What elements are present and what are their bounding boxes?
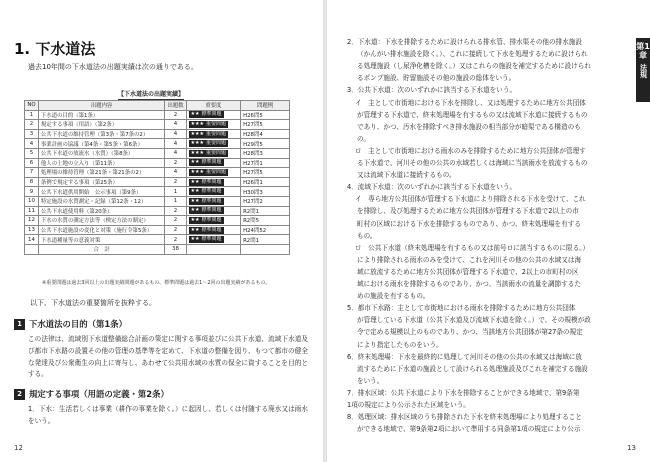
importance-stars: ★★ — [190, 236, 200, 243]
importance-label: 標準問題 — [201, 111, 222, 118]
row-example: H27問5 — [241, 120, 290, 130]
body-line: により排除される雨水のみを受けて、これを河川その他の公共の水域又は海 — [357, 255, 582, 264]
body-line: 域における雨水を排除するものであり、かつ、当該雨水の流量を調節するた — [357, 280, 581, 288]
row-example: H27問5 — [241, 168, 290, 178]
row-example: H27問2 — [241, 196, 290, 206]
body-line: イ 専ら地方公共団体が管理する下水道により排除される下水を受けて、これ — [355, 195, 586, 204]
header-content: 出題内容 — [38, 101, 164, 111]
row-count: 4 — [165, 120, 186, 130]
exam-record-table — [24, 100, 290, 255]
importance-stars: ★★★ — [190, 120, 205, 127]
importance-label: 重要問題 — [206, 130, 227, 137]
importance-label: 標準問題 — [201, 188, 222, 195]
row-example: H26問5 — [241, 110, 290, 120]
row-importance — [186, 196, 241, 206]
importance-badge — [189, 121, 228, 128]
importance-stars: ★★ — [190, 159, 200, 166]
row-no: 4 — [25, 139, 39, 149]
row-content: 公共下水道施設の変化と対策（施行令第5条） — [38, 225, 164, 235]
section-1-number: 1 — [14, 319, 25, 330]
section-2-title: 規定する事項（用語の定義・第2条） — [29, 389, 169, 399]
body-line: るポンプ施設、貯留施設その他の施設の総体をいう。 — [357, 74, 516, 83]
importance-stars: ★★ — [190, 226, 200, 233]
row-count: 4 — [165, 168, 186, 178]
row-count: 2 — [165, 206, 186, 216]
body-line: 3．公共下水道：次のいずれかに該当する下水道をいう。 — [347, 86, 517, 95]
body-line: イ 主として市街地における下水を排除し、又は処理するために地方公共団体 — [355, 98, 586, 107]
row-count: 4 — [165, 129, 186, 139]
row-importance — [186, 206, 241, 216]
table-row — [25, 187, 290, 197]
importance-label: 重要問題 — [206, 120, 227, 127]
row-content: 公共下水道の放流水（水質）（第8条） — [38, 148, 164, 158]
body-line: を排除し、及び処理するために地方公共団体が管理する下水道で2以上の市 — [357, 207, 579, 216]
importance-stars: ★★ — [190, 197, 200, 204]
table-note: ※重要問題は過去3回以上の出題実績問題があるもの、標準問題は過去1～2回の出題実績があるもの。 — [42, 280, 271, 286]
importance-stars: ★★★ — [190, 168, 205, 175]
page-number-right: 13 — [627, 444, 636, 452]
row-example: H26問1 — [241, 177, 290, 187]
importance-label: 重要問題 — [206, 149, 227, 156]
row-importance — [186, 235, 241, 245]
table-row — [25, 148, 290, 158]
table-header-row — [25, 101, 290, 111]
total-count: 38 — [165, 244, 186, 254]
row-example: R2問1 — [241, 235, 290, 245]
importance-badge — [189, 111, 224, 118]
body-line: 域に放流するために地方公共団体が管理する下水道で、2以上の市町村の区 — [357, 267, 579, 276]
body-line: （かんがい排水施設を除く。）、これに接続して下水を処理するために設けられ — [357, 50, 588, 59]
row-importance — [186, 120, 241, 130]
row-content: 下水道の目的（第1条） — [38, 110, 164, 120]
table-total-row — [25, 244, 290, 254]
row-example: H27問1 — [241, 158, 290, 168]
row-importance — [186, 216, 241, 226]
section-2-body: 1．下水：生活若しくは事業（耕作の事業を除く。）に起因し、若しくは付随する廃水又は雨水をいう。 — [28, 405, 308, 425]
row-importance — [186, 148, 241, 158]
table-row — [25, 139, 290, 149]
table-caption: 【下水道法の出題実績】 — [118, 91, 185, 98]
importance-label: 標準問題 — [201, 216, 222, 223]
table-row — [25, 206, 290, 216]
body-line: が管理する下水道で、終末処理場を有するもの又は流域下水道に接続するもの — [357, 110, 588, 119]
row-count: 4 — [165, 148, 186, 158]
row-example: R2問1 — [241, 206, 290, 216]
importance-stars: ★★★ — [190, 130, 205, 137]
header-example: 問題例 — [241, 101, 290, 111]
chapter-tab — [636, 38, 650, 102]
chapter-title: 1. 下水道法 — [14, 40, 96, 58]
chapter-tab-label: 法規 — [639, 64, 648, 78]
body-line: ロ 公共下水道（終末処理場を有するもの又は前号ロに該当するものに限る。） — [355, 243, 590, 252]
row-count: 2 — [165, 225, 186, 235]
importance-badge — [189, 140, 228, 147]
row-content: 下水道種量等の意義対策 — [38, 235, 164, 245]
row-no: 1 — [25, 110, 39, 120]
body-line: 4．流域下水道：次のいずれかに該当する下水道をいう。 — [347, 183, 517, 192]
body-line: 令で定める規模以上のものであり、かつ、当該地方公共団体が第27条の規定 — [357, 328, 583, 337]
importance-label: 標準問題 — [201, 236, 222, 243]
intro-text: 過去10年間の下水道法の出題実績は次の通りである。 — [28, 63, 198, 71]
importance-label: 重要問題 — [206, 168, 227, 175]
table-row — [25, 168, 290, 178]
row-content: 公共下水道供用開始 公示事項（第9条） — [38, 187, 164, 197]
row-no: 14 — [25, 235, 39, 245]
row-count: 2 — [165, 110, 186, 120]
row-content: 事業計画の協議（第4条・第5条・第6条） — [38, 139, 164, 149]
body-line: 8．処理区域：排水区域のうち排除された下水を終末処理場により処理すること — [347, 413, 582, 422]
body-line: が管理している下水道（公共下水道及び流域下水道を除く。）で、その規模が政 — [357, 316, 591, 325]
row-no: 5 — [25, 148, 39, 158]
section-1-heading — [14, 318, 127, 330]
importance-stars: ★★ — [190, 207, 200, 214]
section-1-title: 下水道法の目的（第1条） — [29, 319, 127, 329]
body-line: る下水道で、河川その他の公共の水域若しくは海域に当該雨水を放流するもの — [357, 159, 588, 167]
importance-badge — [189, 179, 224, 186]
body-line: 2．下水道：下水を排除するために設けられる排水管、排水渠その他の排水施設 — [347, 38, 582, 46]
body-line: 1項の規定により公示された区域をいう。 — [347, 401, 470, 409]
importance-badge — [189, 159, 224, 166]
importance-stars: ★★ — [190, 216, 200, 223]
importance-badge — [189, 207, 224, 214]
row-no: 9 — [25, 187, 39, 197]
body-line: めの施設を有するもの。 — [357, 292, 430, 301]
table-row — [25, 235, 290, 245]
body-line: 又は流域下水道に接続するもの。 — [357, 171, 456, 180]
row-example: H30問3 — [241, 187, 290, 197]
body-line: ロ 主として市街地における雨水のみを排除するために地方公共団体が管理す — [355, 146, 586, 155]
row-no: 12 — [25, 216, 39, 226]
importance-badge — [189, 131, 228, 138]
row-importance — [186, 177, 241, 187]
importance-label: 標準問題 — [201, 197, 222, 204]
row-no: 6 — [25, 158, 39, 168]
table-row — [25, 216, 290, 226]
table-row — [25, 177, 290, 187]
table-row — [25, 129, 290, 139]
header-no: NO — [25, 101, 39, 111]
importance-stars: ★★★ — [190, 140, 205, 147]
row-importance — [186, 187, 241, 197]
importance-stars: ★★★ — [190, 149, 205, 156]
row-importance — [186, 225, 241, 235]
importance-stars: ★★ — [190, 178, 200, 185]
row-no: 11 — [25, 206, 39, 216]
body-line: をいう。 — [357, 376, 384, 385]
importance-badge — [189, 188, 224, 195]
row-example: H29問5 — [241, 139, 290, 149]
importance-badge — [189, 217, 224, 224]
row-importance — [186, 168, 241, 178]
table-row — [25, 225, 290, 235]
row-content: 他人の土地の立入り（第11条） — [38, 158, 164, 168]
row-no: 2 — [25, 120, 39, 130]
table-row — [25, 196, 290, 206]
row-importance — [186, 129, 241, 139]
row-content: 規定する事項（用語）（第2条） — [38, 120, 164, 130]
row-no: 8 — [25, 177, 39, 187]
body-line: であり、かつ、汚水を排除すべき排水施設の相当部分が暗渠である構造のも — [357, 122, 581, 131]
header-count: 出題数 — [165, 101, 186, 111]
importance-badge — [189, 236, 224, 243]
table-row — [25, 158, 290, 168]
row-no: 3 — [25, 129, 39, 139]
body-line: もの。 — [357, 231, 377, 240]
table-row — [25, 120, 290, 130]
row-importance — [186, 139, 241, 149]
row-count: 2 — [165, 158, 186, 168]
row-content: 条例で規定する事項（第25条） — [38, 177, 164, 187]
body-line: 7．排水区域：公共下水道により下水を排除することができる地域で、第9条第 — [347, 388, 580, 397]
importance-stars: ★★ — [190, 188, 200, 195]
section-2-number: 2 — [14, 389, 25, 400]
row-content: 特定施設の水質測定・記録（第12条・12） — [38, 196, 164, 206]
row-example: H28問3 — [241, 148, 290, 158]
page-number-left: 12 — [14, 444, 23, 452]
importance-label: 標準問題 — [201, 178, 222, 185]
body-line: により指定したものをいう。 — [357, 340, 443, 349]
row-no: 13 — [25, 225, 39, 235]
lead-text: 以下、下水道法の重要箇所を抜粋する。 — [30, 299, 156, 307]
body-line: る処理施設（し尿浄化槽を除く。）又はこれらの施設を補完するために設けられ — [357, 62, 591, 71]
row-count: 4 — [165, 139, 186, 149]
row-content: 公共下水道使用料（第20条） — [38, 206, 164, 216]
body-line: の。 — [357, 134, 370, 143]
total-label: 合 計 — [38, 244, 164, 254]
importance-label: 標準問題 — [201, 207, 222, 214]
importance-label: 重要問題 — [206, 140, 227, 147]
importance-badge — [189, 227, 224, 234]
row-content: 公共下水道の維持管理（第3条・第7条の2） — [38, 129, 164, 139]
body-line: 6．終末処理場：下水を最終的に処理して河川その他の公共の水域又は海域に放 — [347, 352, 582, 361]
row-example: H24問52 — [241, 225, 290, 235]
section-2-heading — [14, 388, 169, 400]
row-example: H28問4 — [241, 129, 290, 139]
importance-badge — [189, 169, 228, 176]
body-line: 5．都市下水路：主として市街地における雨水を排除するために地方公共団体 — [347, 304, 576, 313]
row-count: 2 — [165, 177, 186, 187]
importance-stars: ★★ — [190, 111, 200, 118]
right-page — [327, 0, 650, 462]
row-example: R2問5 — [241, 216, 290, 226]
left-page — [0, 0, 323, 462]
table-row — [25, 110, 290, 120]
row-count: 1 — [165, 196, 186, 206]
body-line: 町村の区域における下水を排除するものであり、かつ、終末処理場を有する — [357, 219, 581, 228]
row-content: 下水の水質の測定方法等（検定方法の制定） — [38, 216, 164, 226]
body-line: 流するために下水道の施設として設けられる処理施設及びこれを補完する施設 — [357, 364, 588, 373]
row-count: 2 — [165, 235, 186, 245]
row-importance — [186, 110, 241, 120]
chapter-tab-number: 第1章 — [636, 42, 650, 60]
row-importance — [186, 158, 241, 168]
row-content: 処理場の維持管理（第21条・第21条の2） — [38, 168, 164, 178]
importance-badge — [189, 198, 224, 205]
row-no: 10 — [25, 196, 39, 206]
importance-badge — [189, 150, 228, 157]
importance-label: 標準問題 — [201, 226, 222, 233]
section-1-body: この法律は、流域別下水道整備総合計画の策定に関する事項並びに公共下水道、流域下水道及び都市下水路の設置その他の管理の基準等を定めて、下水道の整備を図り、もつて都市の健全な発達及び公衆衛生の向上に寄与し、あわせて公共用水域の水質の保全に資することを目的とする。 — [28, 335, 308, 379]
row-count: 2 — [165, 216, 186, 226]
body-line: ができる地域で、第9条第2項において準用する同条第1項の規定により公示 — [357, 425, 581, 434]
importance-label: 標準問題 — [201, 159, 222, 166]
row-no: 7 — [25, 168, 39, 178]
row-count: 1 — [165, 187, 186, 197]
header-importance: 重要度 — [186, 101, 241, 111]
